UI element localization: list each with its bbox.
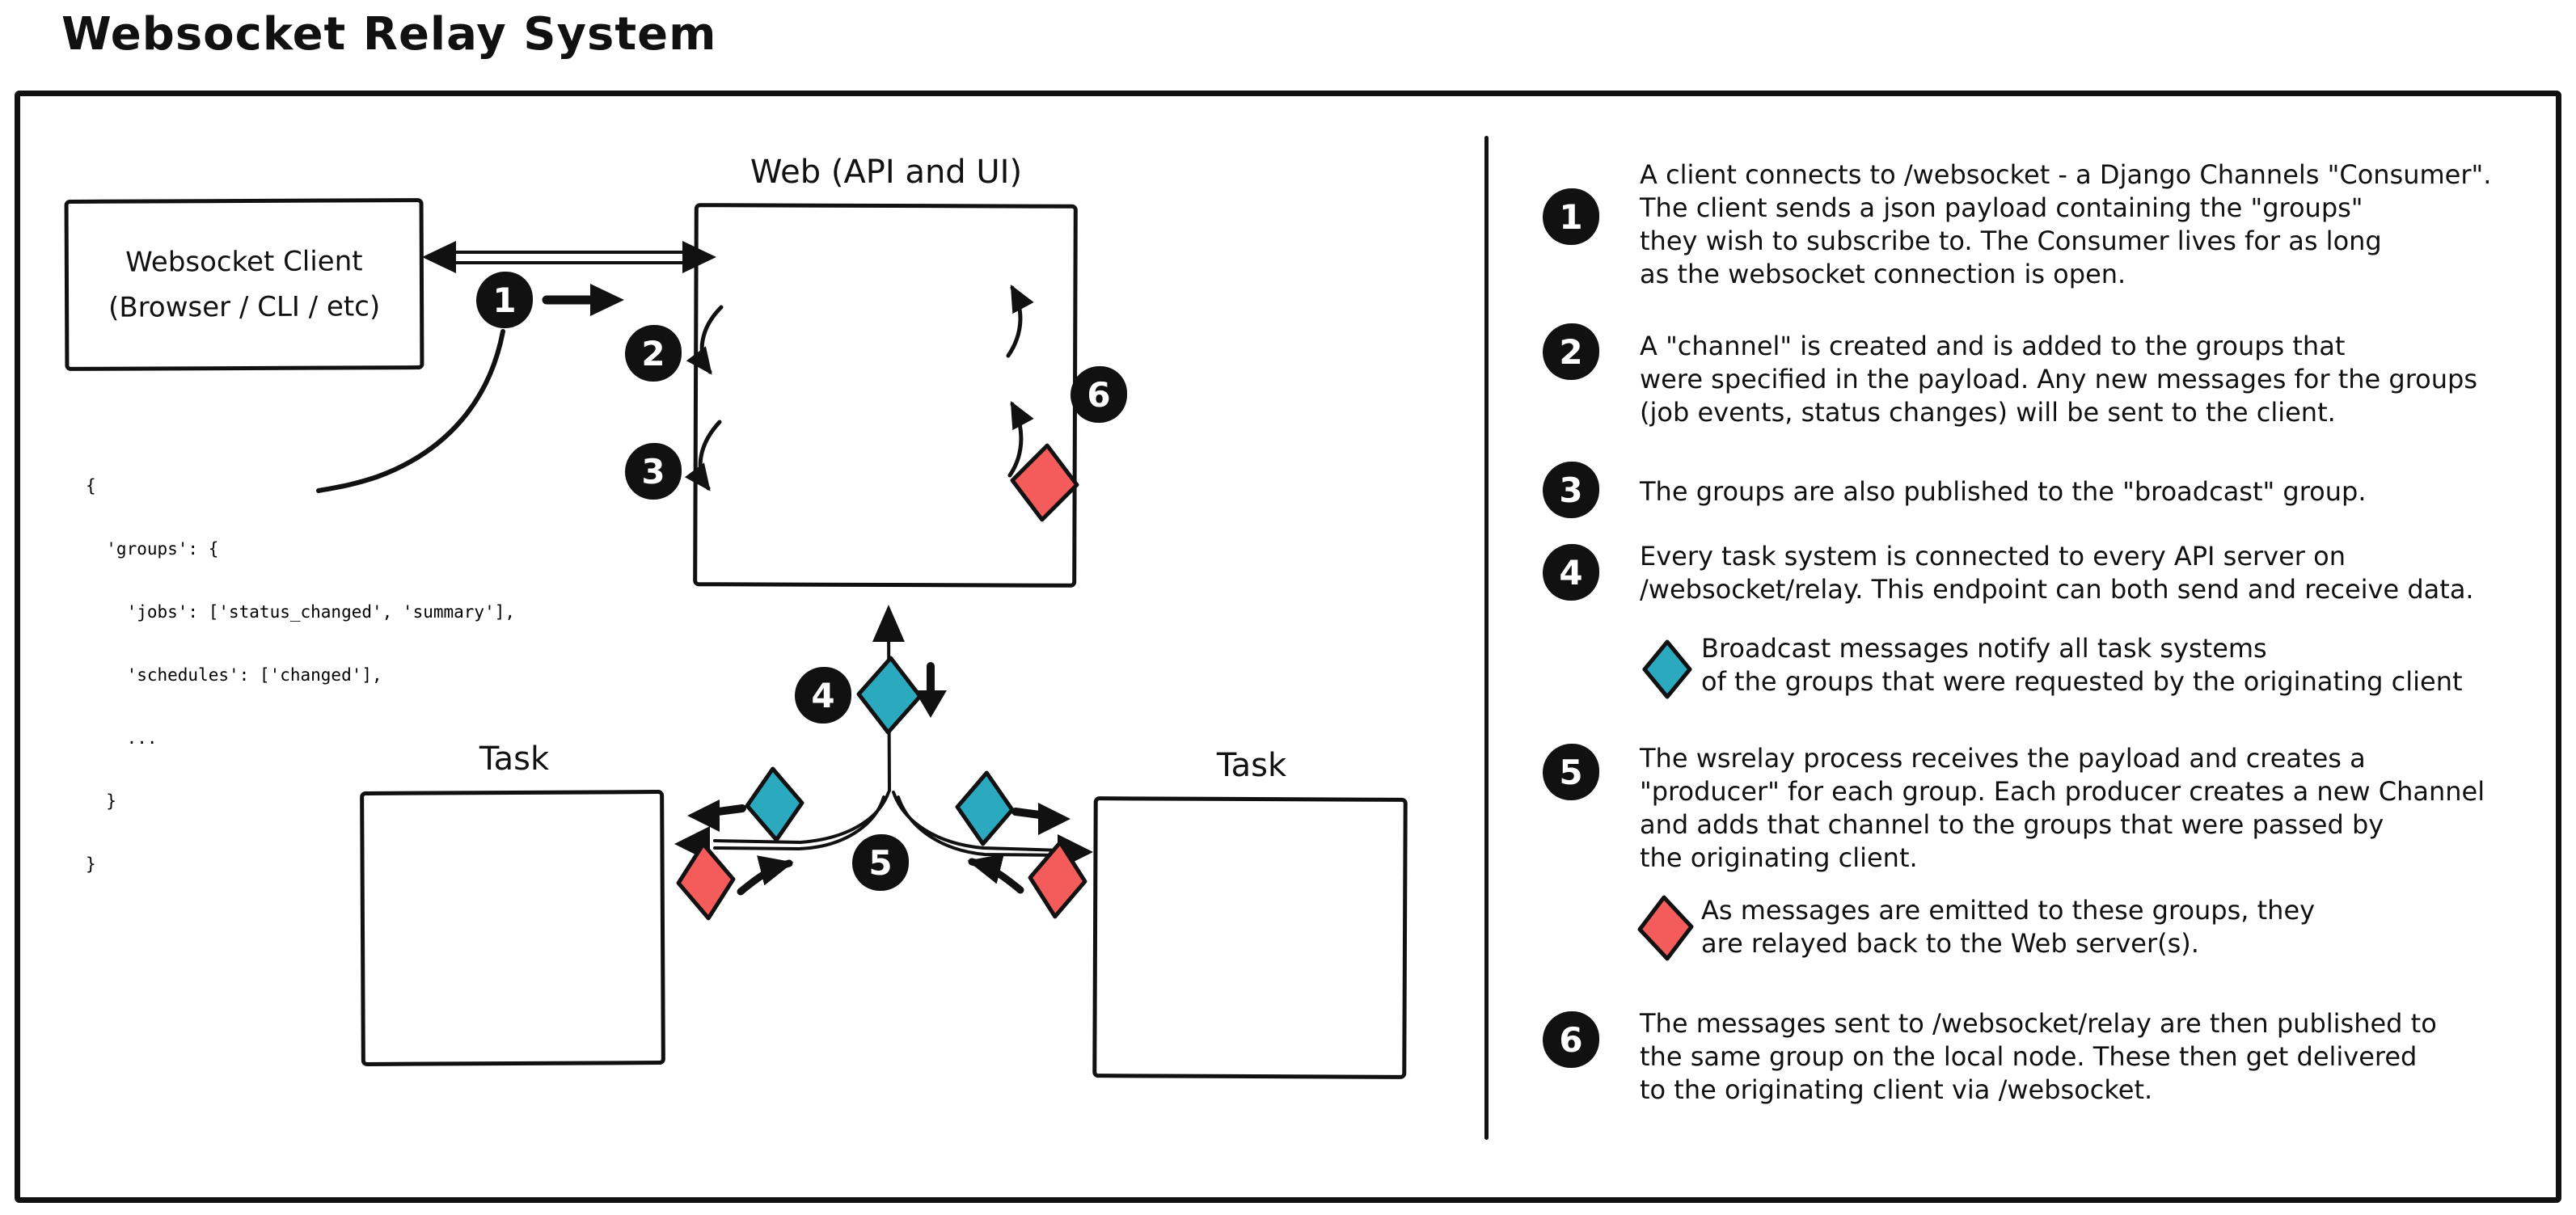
payload-line: ... — [86, 728, 158, 748]
legend-line: Every task system is connected to every API server on — [1640, 541, 2346, 572]
legend-line: As messages are emitted to these groups, they — [1701, 895, 2316, 926]
task-left-title: Task — [479, 740, 550, 778]
legend-line: they wish to subscribe to. The Consumer lives for as long — [1640, 226, 2382, 256]
legend-step-5-text — [1640, 742, 2485, 875]
legend-line: the originating client. — [1640, 842, 1918, 873]
diagram-step-1-badge: 1 — [476, 272, 533, 328]
diagram-step-4-badge: 4 — [795, 667, 851, 724]
legend-line: were specified in the payload. Any new messages for the groups — [1640, 364, 2477, 394]
legend-relay-note-text — [1701, 894, 2315, 960]
payload-line: 'groups': { — [86, 539, 219, 559]
legend-step-6-badge: 6 — [1543, 1011, 1599, 1068]
legend-step-3-badge: 3 — [1543, 462, 1599, 518]
legend-line: /websocket/relay. This endpoint can both send and receive data. — [1640, 574, 2474, 605]
payload-code — [86, 433, 515, 896]
panel-divider — [1484, 136, 1489, 1140]
legend-step-3-text — [1640, 475, 2367, 508]
diagram-step-2-badge: 2 — [625, 325, 682, 382]
payload-line: } — [86, 854, 96, 874]
legend-line: as the websocket connection is open. — [1640, 259, 2126, 289]
payload-line: 'jobs': ['status_changed', 'summary'], — [86, 602, 516, 622]
legend-step-6-text — [1640, 1007, 2437, 1107]
legend-step-1-text — [1640, 158, 2491, 291]
web-group-box — [693, 203, 1078, 588]
legend-step-5-badge: 5 — [1543, 744, 1599, 800]
legend-line: The messages sent to /websocket/relay are then published to — [1640, 1008, 2437, 1039]
page-title: Websocket Relay System — [61, 8, 717, 61]
task-right-title: Task — [1216, 747, 1287, 784]
legend-step-4-badge: 4 — [1543, 544, 1599, 601]
legend-line: A client connects to /websocket - a Django Channels "Consumer". — [1640, 159, 2492, 190]
legend-line: The wsrelay process receives the payload and creates a — [1640, 743, 2366, 774]
legend-line: of the groups that were requested by the originating client — [1701, 666, 2463, 697]
legend-line: The client sends a json payload containing the "groups" — [1640, 192, 2363, 223]
legend-line: the same group on the local node. These then get delivered — [1640, 1041, 2418, 1072]
legend-line: "producer" for each group. Each producer creates a new Channel — [1640, 776, 2485, 807]
legend-line: to the originating client via /websocket. — [1640, 1074, 2153, 1105]
legend-line: (job events, status changes) will be sent to the client. — [1640, 397, 2336, 428]
diagram-step-5-badge: 5 — [852, 834, 909, 891]
payload-line: 'schedules': ['changed'], — [86, 665, 382, 685]
legend-step-1-badge: 1 — [1543, 188, 1599, 245]
web-group-title: Web (API and UI) — [750, 154, 1023, 191]
diagram-step-3-badge: 3 — [625, 443, 682, 500]
legend-step-4-text — [1640, 540, 2474, 606]
payload-line: { — [86, 476, 96, 496]
legend-line: The groups are also published to the "broadcast" group. — [1640, 476, 2367, 507]
legend-line: and adds that channel to the groups that were passed by — [1640, 809, 2384, 840]
legend-broadcast-note-text — [1701, 632, 2463, 698]
diagram-step-6-badge: 6 — [1071, 366, 1127, 423]
client-label-line2: (Browser / CLI / etc) — [108, 290, 381, 324]
client-label-line1: Websocket Client — [125, 245, 363, 279]
legend-step-2-badge: 2 — [1543, 323, 1599, 380]
legend-step-2-text — [1640, 330, 2477, 429]
websocket-client-label — [69, 202, 420, 367]
websocket-client-box — [65, 198, 424, 371]
payload-line: } — [86, 791, 116, 811]
task-right-box — [1092, 796, 1408, 1079]
legend-line: A "channel" is created and is added to the groups that — [1640, 331, 2346, 361]
legend-line: Broadcast messages notify all task systems — [1701, 633, 2267, 664]
legend-line: are relayed back to the Web server(s). — [1701, 928, 2199, 959]
